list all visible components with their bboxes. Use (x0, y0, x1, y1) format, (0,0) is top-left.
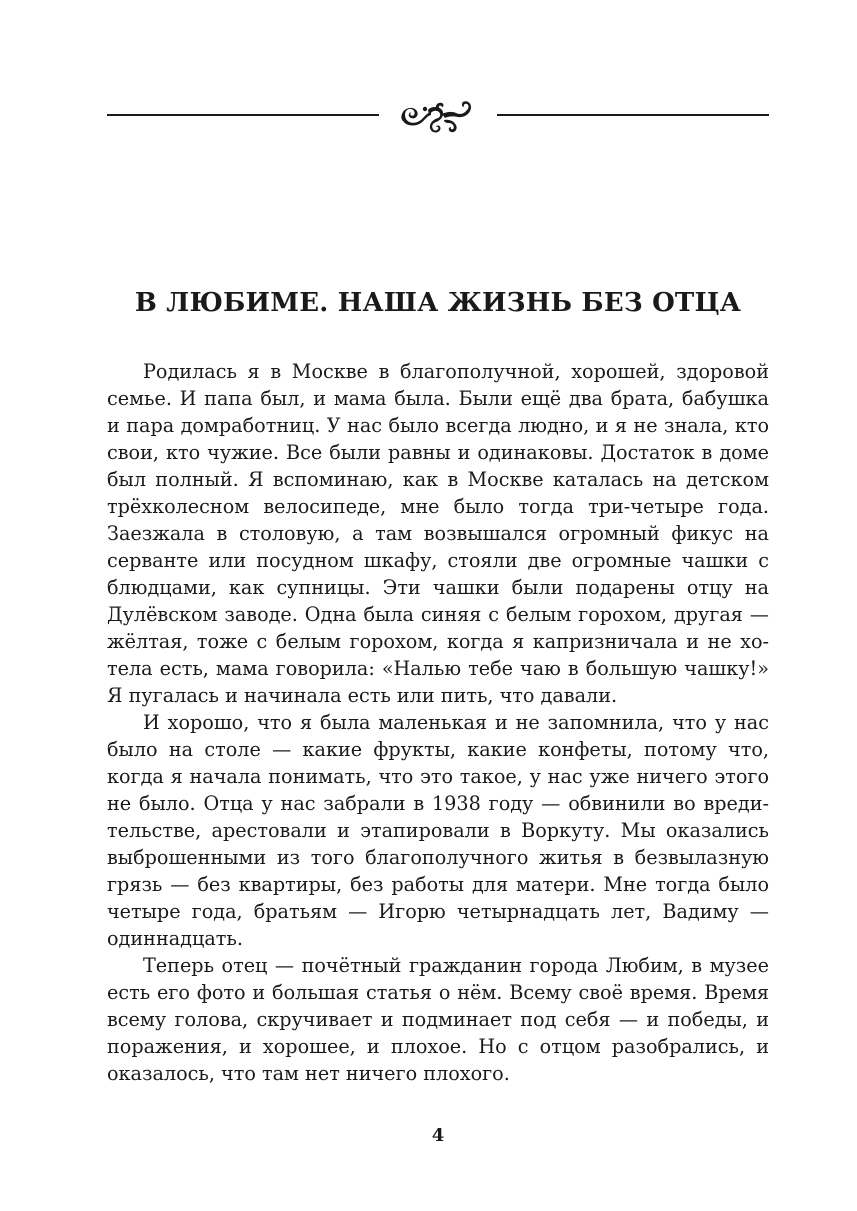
fleuron-ornament-icon (398, 100, 472, 136)
ornament-rule-left (107, 114, 379, 116)
paragraph: И хорошо, что я была маленькая и не запомнила, что у нас было на столе — какие фрукты, какие конфеты, потому что, когда я начала понимать, что это такое, у нас уже ничего этого не было. Отца у нас забрали в 1938 году — обвинили во вредительстве, арестовали и этапировали в Воркуту. Мы оказались выброшенными из того благополучного житья в безвылазную грязь — без квартиры, без работы для матери. Мне тогда было четыре года, братьям — Игорю четырнадцать лет, Вадиму — одиннадцать. (107, 711, 769, 950)
ornament-rule-right (497, 114, 769, 116)
paragraph: Родилась я в Москве в благополучной, хорошей, здоровой семье. И папа был, и мама была. Были ещё два брата, бабушка и пара домработниц. У нас было всегда людно, и я не знала, кто свои, кто чужие. Все были равны и одинаковы. Достаток в доме был полный. Я вспоминаю, как в Москве каталась на детском трёхколесном велосипеде, мне было тогда три-четыре года. Заезжала в столовую, а там возвышался огромный фикус на серванте или посудном шкафу, стояли две огромные чашки с блюдцами, как супницы. Эти чашки были подарены отцу на Дулёвском заводе. Одна была синяя с белым горохом, другая — жёлтая, тоже с белым горохом, когда я капризничала и не хотела есть, мама говорила: «Налью тебе чаю в большую чашку!» Я пугалась и начинала есть или пить, что давали. (107, 360, 769, 707)
page-number: 4 (431, 1125, 445, 1146)
chapter-title: В ЛЮБИМЕ. НАША ЖИЗНЬ БЕЗ ОТЦА (134, 288, 742, 318)
body-text (107, 358, 769, 1087)
paragraph: Теперь отец — почётный гражданин города Любим, в музее есть его фото и большая статья о нём. Всему своё время. Время всему голова, скручивает и подминает под себя — и победы, и поражения, и хорошее, и плохое. Но с отцом разобрались, и оказалось, что там нет ничего плохого. (107, 954, 769, 1085)
